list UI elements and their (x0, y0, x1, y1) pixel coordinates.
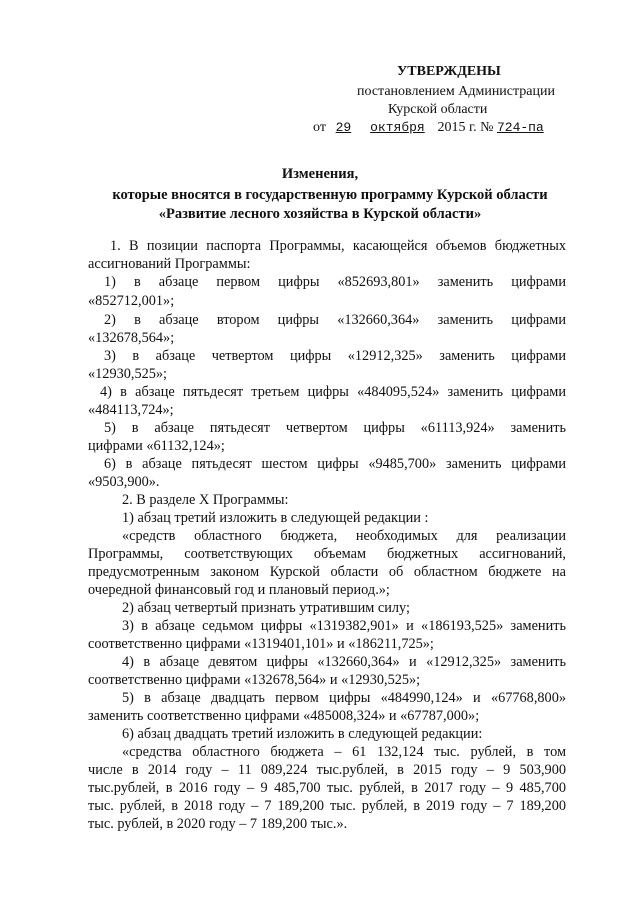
body-line: 4) в абзаце пятьдесят третьем цифры «484095,524» заменить цифрами (100, 384, 566, 400)
body-line: 5) в абзаце пятьдесят четвертом цифры «61113,924» заменить (104, 420, 566, 436)
approval-line-2: Курской области (388, 102, 488, 117)
body-line: заменить соответственно цифрами «485008,324» и «67787,000»; (88, 708, 480, 724)
body-line: 1) в абзаце первом цифры «852693,801» заменить цифрами (104, 274, 566, 290)
doc-title-line-2: которые вносятся в государственную программу Курской области (112, 187, 548, 203)
body-line: «132678,564»; (88, 330, 175, 346)
body-line: «484113,724»; (88, 402, 174, 418)
body-line: «12930,525»; (88, 366, 168, 382)
date-month: октября (370, 120, 425, 135)
body-line: тыс. рублей, в 2018 году – 7 189,200 тыс. рублей, в 2019 году – 7 189,200 (88, 798, 566, 814)
body-line: 2. В разделе X Программы: (122, 492, 289, 508)
body-line: тыс. рублей, в 2020 году – 7 189,200 тыс.». (88, 816, 348, 832)
doc-title-line-3: «Развитие лесного хозяйства в Курской области» (158, 206, 482, 222)
body-line: 3) в абзаце четвертом цифры «12912,325» заменить цифрами (104, 348, 566, 364)
body-line: 1. В позиции паспорта Программы, касающейся объемов бюджетных (110, 238, 566, 254)
doc-title-line-1: Изменения, (281, 166, 359, 182)
approval-date-line (313, 120, 544, 136)
approval-heading: УТВЕРЖДЕНЫ (397, 64, 501, 79)
doc-number: 724-па (496, 120, 544, 135)
date-day: 29 (335, 120, 352, 135)
body-line: 6) абзац двадцать третий изложить в следующей редакции: (122, 726, 483, 742)
body-line: Программы, соответствующих объемам бюджетных ассигнований, (88, 546, 566, 562)
body-line: соответственно цифрами «1319401,101» и «186211,725»; (88, 636, 434, 652)
approval-line-1: постановлением Администрации (357, 84, 555, 99)
body-line: 5) в абзаце двадцать первом цифры «484990,124» и «67768,800» (122, 690, 566, 706)
body-line: 1) абзац третий изложить в следующей редакции : (122, 510, 429, 526)
body-line: числе в 2014 году – 11 089,224 тыс.рублей, в 2015 году – 9 503,900 (88, 762, 566, 778)
body-line: цифрами «61132,124»; (88, 438, 225, 454)
body-line: тыс.рублей, в 2016 году – 9 485,700 тыс. рублей, в 2017 году – 9 485,700 (88, 780, 566, 796)
body-line: очередной финансовый год и плановый период.»; (88, 582, 390, 598)
body-line: 4) в абзаце девятом цифры «132660,364» и «12912,325» заменить (122, 654, 566, 670)
body-line: 2) в абзаце втором цифры «132660,364» заменить цифрами (104, 312, 566, 328)
body-line: «средств областного бюджета, необходимых для реализации (122, 528, 566, 544)
body-line: 2) абзац четвертый признать утратившим силу; (122, 600, 410, 616)
body-line: «852712,001»; (88, 293, 175, 309)
body-line: «средства областного бюджета – 61 132,124 тыс. рублей, в том (122, 744, 566, 760)
body-line: 3) в абзаце седьмом цифры «1319382,901» и «186193,525» заменить (122, 618, 566, 634)
date-prefix: от (313, 120, 326, 135)
body-line: ассигнований Программы: (88, 256, 251, 272)
date-year: 2015 г. № (437, 120, 494, 135)
body-line: предусмотренным законом Курской области об областном бюджете на (88, 564, 566, 580)
body-line: соответственно цифрами «132678,564» и «12930,525»; (88, 672, 421, 688)
body-line: «9503,900». (88, 474, 160, 490)
body-line: 6) в абзаце пятьдесят шестом цифры «9485,700» заменить цифрами (104, 456, 566, 472)
